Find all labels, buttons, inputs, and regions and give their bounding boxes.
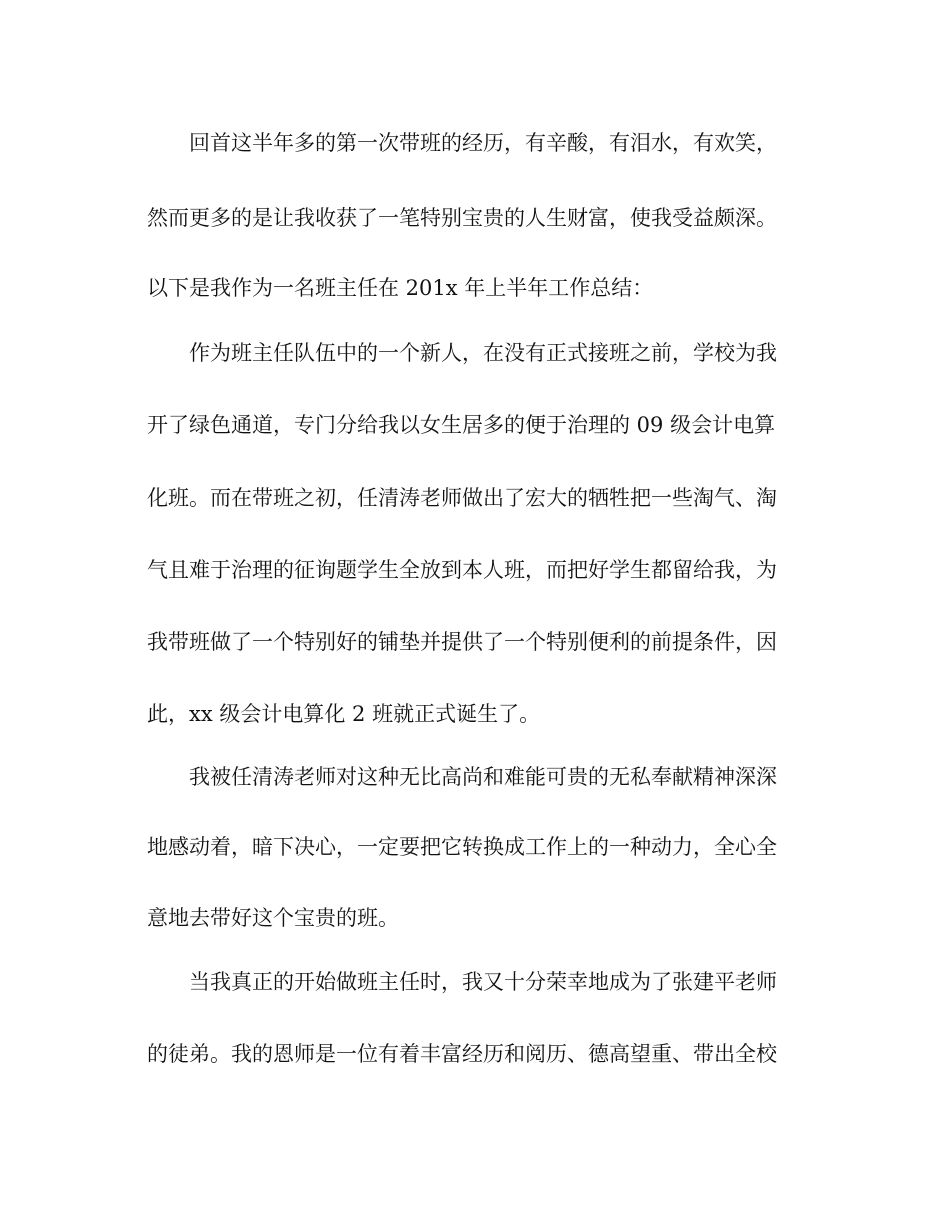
- paragraph-3-line-2: 地感动着，暗下决心，一定要把它转换成工作上的一种动力，全心全: [147, 835, 777, 859]
- paragraph-2-line-1: 作为班主任队伍中的一个新人，在没有正式接班之前，学校为我: [189, 341, 777, 365]
- paragraph-2-line-5: 我带班做了一个特别好的铺垫并提供了一个特别便利的前提条件，因: [147, 630, 777, 654]
- paragraph-2-line-2: 开了绿色通道，专门分给我以女生居多的便于治理的 09 级会计电算: [147, 413, 776, 437]
- paragraph-2-line-4: 气且难于治理的征询题学生全放到本人班，而把好学生都留给我，为: [147, 558, 777, 582]
- paragraph-1-line-2: 然而更多的是让我收获了一笔特别宝贵的人生财富，使我受益颇深。: [147, 206, 777, 230]
- paragraph-1-line-3: 以下是我作为一名班主任在 201x 年上半年工作总结：: [147, 276, 654, 300]
- paragraph-2-line-3: 化班。而在带班之初，任清涛老师做出了宏大的牺牲把一些淘气、淘: [147, 486, 777, 510]
- paragraph-4-line-2: 的徒弟。我的恩师是一位有着丰富经历和阅历、德高望重、带出全校: [147, 1042, 777, 1066]
- paragraph-3-line-1: 我被任清涛老师对这种无比高尚和难能可贵的无私奉献精神深深: [189, 765, 777, 789]
- paragraph-3-line-3: 意地去带好这个宝贵的班。: [147, 906, 399, 930]
- paragraph-1-line-1: 回首这半年多的第一次带班的经历，有辛酸，有泪水，有欢笑，: [189, 131, 777, 155]
- paragraph-4-line-1: 当我真正的开始做班主任时，我又十分荣幸地成为了张建平老师: [189, 970, 777, 994]
- paragraph-2-line-6: 此，xx 级会计电算化 2 班就正式诞生了。: [147, 702, 541, 726]
